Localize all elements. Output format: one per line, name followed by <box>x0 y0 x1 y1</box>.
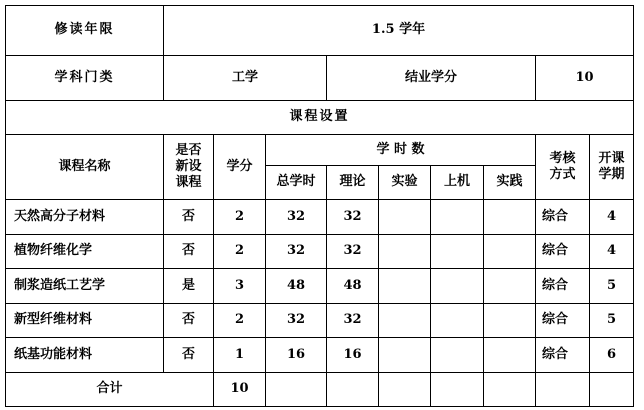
course-total-hours: 32 <box>266 200 327 235</box>
course-experiment <box>379 304 431 338</box>
section-title: 课程设置 <box>6 101 634 135</box>
total-empty-cell <box>379 373 431 407</box>
course-theory: 32 <box>327 235 379 269</box>
course-name: 天然高分子材料 <box>6 200 164 235</box>
course-semester: 5 <box>590 304 634 338</box>
course-semester: 6 <box>590 338 634 373</box>
duration-row <box>6 6 634 56</box>
total-credit: 10 <box>214 373 266 407</box>
col-assessment: 考核 方式 <box>536 135 590 200</box>
course-experiment <box>379 269 431 304</box>
course-new: 否 <box>164 304 214 338</box>
table-row <box>6 235 634 269</box>
course-assessment: 综合 <box>536 235 590 269</box>
course-computer <box>431 304 484 338</box>
col-computer: 上机 <box>431 166 484 200</box>
col-new-course: 是否 新设 课程 <box>164 135 214 200</box>
course-credit: 1 <box>214 338 266 373</box>
course-name: 纸基功能材料 <box>6 338 164 373</box>
course-new: 否 <box>164 235 214 269</box>
col-practice: 实践 <box>484 166 536 200</box>
total-empty-cell <box>536 373 590 407</box>
col-experiment: 实验 <box>379 166 431 200</box>
course-semester: 5 <box>590 269 634 304</box>
course-theory: 32 <box>327 304 379 338</box>
col-total-hours: 总学时 <box>266 166 327 200</box>
duration-value: 1.5 学年 <box>164 6 634 56</box>
course-assessment: 综合 <box>536 200 590 235</box>
table-row <box>6 269 634 304</box>
course-total-hours: 16 <box>266 338 327 373</box>
course-theory: 16 <box>327 338 379 373</box>
col-semester: 开课 学期 <box>590 135 634 200</box>
table-row <box>6 304 634 338</box>
total-empty-cell <box>484 373 536 407</box>
course-computer <box>431 200 484 235</box>
col-credit: 学分 <box>214 135 266 200</box>
course-practice <box>484 235 536 269</box>
course-credit: 2 <box>214 235 266 269</box>
section-title-row <box>6 101 634 135</box>
course-practice <box>484 304 536 338</box>
col-theory: 理论 <box>327 166 379 200</box>
table-row <box>6 338 634 373</box>
col-course-name: 课程名称 <box>6 135 164 200</box>
col-hours: 学 时 数 <box>266 135 536 166</box>
table-row <box>6 200 634 235</box>
course-credit: 3 <box>214 269 266 304</box>
course-computer <box>431 338 484 373</box>
credits-label: 结业学分 <box>327 56 536 101</box>
course-table-wrapper <box>5 5 634 407</box>
course-total-hours: 48 <box>266 269 327 304</box>
course-name: 新型纤维材料 <box>6 304 164 338</box>
duration-label: 修读年限 <box>6 6 164 56</box>
course-experiment <box>379 235 431 269</box>
course-total-hours: 32 <box>266 235 327 269</box>
course-theory: 48 <box>327 269 379 304</box>
course-experiment <box>379 200 431 235</box>
course-credit: 2 <box>214 200 266 235</box>
course-practice <box>484 269 536 304</box>
course-name: 植物纤维化学 <box>6 235 164 269</box>
course-experiment <box>379 338 431 373</box>
course-semester: 4 <box>590 200 634 235</box>
course-new: 否 <box>164 200 214 235</box>
course-practice <box>484 338 536 373</box>
course-new: 否 <box>164 338 214 373</box>
course-credit: 2 <box>214 304 266 338</box>
course-name: 制浆造纸工艺学 <box>6 269 164 304</box>
total-row <box>6 373 634 407</box>
category-row <box>6 56 634 101</box>
total-empty-cell <box>266 373 327 407</box>
total-label: 合计 <box>6 373 214 407</box>
course-practice <box>484 200 536 235</box>
course-total-hours: 32 <box>266 304 327 338</box>
column-header-row-top <box>6 135 634 166</box>
category-label: 学科门类 <box>6 56 164 101</box>
category-value: 工学 <box>164 56 327 101</box>
course-assessment: 综合 <box>536 338 590 373</box>
total-empty-cell <box>590 373 634 407</box>
credits-value: 10 <box>536 56 634 101</box>
course-computer <box>431 235 484 269</box>
course-assessment: 综合 <box>536 304 590 338</box>
total-empty-cell <box>327 373 379 407</box>
course-new: 是 <box>164 269 214 304</box>
course-semester: 4 <box>590 235 634 269</box>
course-computer <box>431 269 484 304</box>
total-empty-cell <box>431 373 484 407</box>
course-assessment: 综合 <box>536 269 590 304</box>
course-theory: 32 <box>327 200 379 235</box>
course-table <box>5 5 634 407</box>
